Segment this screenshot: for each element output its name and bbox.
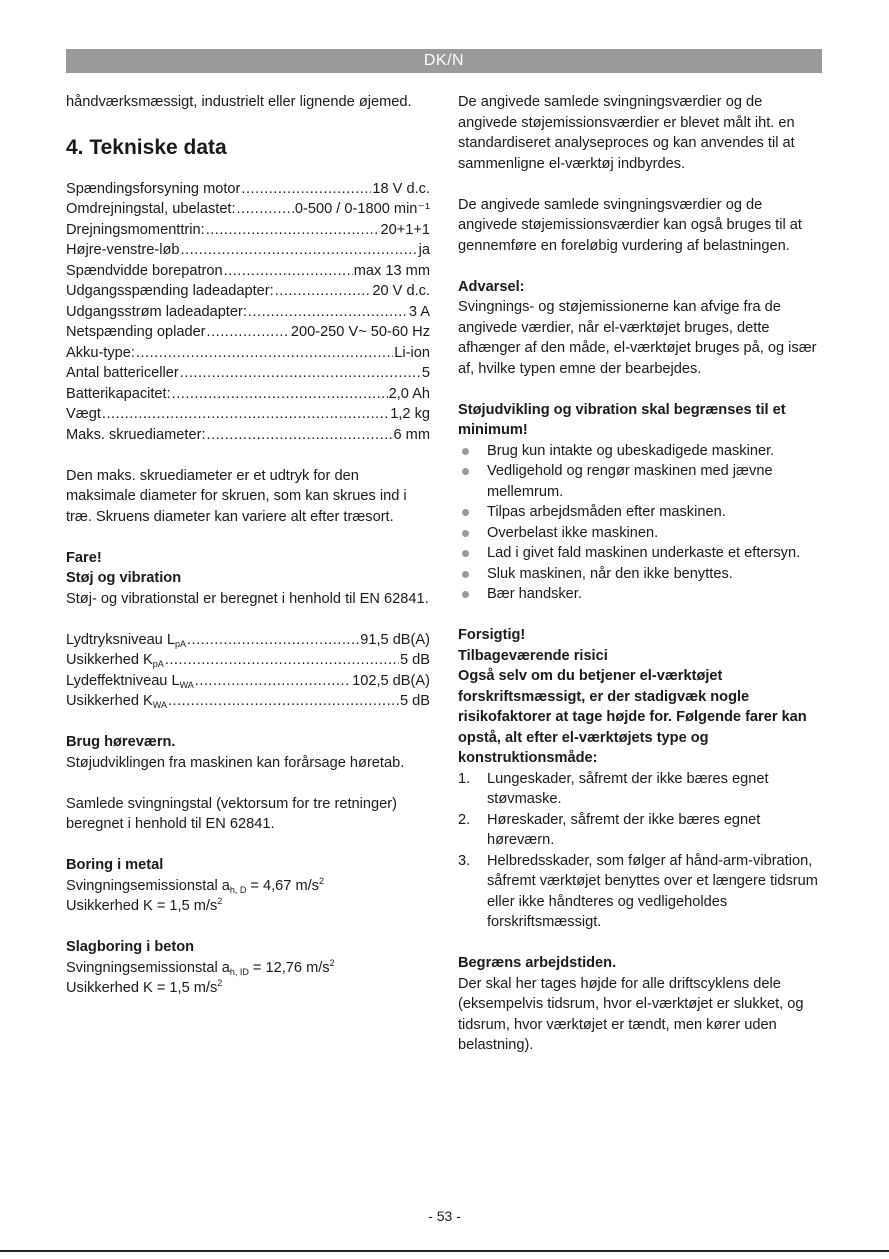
warning-text: Svingnings- og støjemissionerne kan afvige fra de angivede værdier, når el-værktøjet bruges, dette afhænger af den måde, el-værktøjet bruges på, og især af, hvilke typen emne der bearbejdes. bbox=[458, 299, 817, 377]
residual-risks-heading: Tilbageværende risici bbox=[458, 647, 608, 664]
spec-row: Udgangsspænding ladeadapter: ..... 20 V d.c. bbox=[66, 281, 430, 302]
max-screw-text: Den maks. skruediameter er et udtryk for den maksimale diameter for skruen, som kan skrues ind i træ. Skruens diameter kan variere alt efter træsort. bbox=[66, 467, 407, 525]
metal-uncertainty-line: Usikkerhed K = 1,5 $m/s^2$ bbox=[66, 896, 223, 914]
warning-label: Advarsel: bbox=[458, 278, 525, 295]
list-item: 3. Helbredsskader, som følger af hånd-arm-vibration, såfremt værktøjet benyttes over et længere tidsrum eller ikke håndteres og vedligeholdes forskriftsmæssigt. bbox=[458, 852, 818, 930]
noise-spec-row: Usikkerhed $K_{WA}$ ..... 5 dB bbox=[66, 691, 430, 712]
ear-protection-text: Støjudviklingen fra maskinen kan forårsage høretab. bbox=[66, 754, 405, 771]
assessment-paragraph: De angivede samlede svingningsværdier og de angivede støjemissionsværdier kan også bruges til at gennemføre en foreløbig vurdering af belastningen. bbox=[458, 196, 802, 254]
spec-row: Drejningsmomenttrin: ..... 20+1+1 bbox=[66, 220, 430, 241]
noise-spec-row: Lydtryksniveau $L_{pA}$ ..... 91,5 dB(A) bbox=[66, 630, 430, 651]
spec-row: Udgangsstrøm ladeadapter: ..... 3 A bbox=[66, 302, 430, 323]
list-item: 2. Høreskader, såfremt der ikke bæres egnet høreværn. bbox=[458, 811, 761, 848]
ear-protection-heading: Brug høreværn. bbox=[66, 734, 176, 750]
concrete-drilling-heading: Slagboring i beton bbox=[66, 939, 195, 955]
language-header-bar bbox=[66, 49, 822, 73]
minimize-heading: Støjudvikling og vibration skal begrænses til et minimum! bbox=[458, 401, 786, 438]
page-number: - 53 - bbox=[428, 1208, 461, 1224]
limit-work-heading: Begræns arbejdstiden. bbox=[458, 955, 617, 971]
noise-heading: Støj og vibration bbox=[66, 570, 182, 586]
noise-spec-row: Usikkerhed $K_{pA}$ ..... 5 dB bbox=[66, 650, 430, 671]
caution-label: Forsigtig! bbox=[458, 627, 526, 643]
list-item: Lad i givet fald maskinen underkaste et eftersyn. bbox=[458, 543, 823, 564]
spec-row: Spændingsforsyning motor ..... 18 V d.c. bbox=[66, 179, 430, 200]
right-column bbox=[458, 92, 823, 1056]
language-code: DK/N bbox=[423, 52, 465, 69]
measurement-paragraph: De angivede samlede svingningsværdier og de angivede støjemissionsværdier er blevet målt iht. en standardiseret analyseproces og kan anvendes til at sammenligne el-værktøj indbyrdes. bbox=[458, 94, 795, 172]
metal-emission-line: Svingningsemissionstal $a_{h, D} = 4,67$ $m/s^2$ bbox=[66, 875, 324, 895]
residual-risks-text: Også selv om du betjener el-værktøjet forskriftsmæssigt, er der stadigvæk nogle risikofaktorer at tage højde for. Følgende farer kan opstå, alt efter el-værktøjets type og konstruktionsmåde: bbox=[458, 668, 807, 766]
list-item: Bær handsker. bbox=[458, 584, 823, 605]
vibration-total-text: Samlede svingningstal (vektorsum for tre retninger) beregnet i henhold til EN 62841. bbox=[66, 795, 397, 832]
spec-row: Batterikapacitet: ..... 2,0 Ah bbox=[66, 384, 430, 405]
minimize-list bbox=[458, 441, 823, 605]
left-column bbox=[66, 92, 430, 999]
metal-drilling-heading: Boring i metal bbox=[66, 857, 164, 873]
spec-row: Maks. skruediameter: ..... 6 mm bbox=[66, 425, 430, 446]
specs-list bbox=[66, 179, 430, 446]
spec-row: Vægt ..... 1,2 kg bbox=[66, 404, 430, 425]
section-title: 4. Tekniske data bbox=[66, 135, 227, 159]
concrete-emission-line: Svingningsemissionstal $a_{h, ID} = 12,76$ $m/s^2$ bbox=[66, 957, 335, 977]
spec-row: Spændvidde borepatron ..... max 13 mm bbox=[66, 261, 430, 282]
intro-text: håndværksmæssigt, industrielt eller lignende øjemed. bbox=[66, 94, 412, 110]
noise-text: Støj- og vibrationstal er beregnet i henhold til EN 62841. bbox=[66, 590, 429, 607]
spec-row: Antal battericeller ..... 5 bbox=[66, 363, 430, 384]
bottom-rule bbox=[0, 1250, 889, 1252]
list-item: Tilpas arbejdsmåden efter maskinen. bbox=[458, 502, 823, 523]
list-item: Vedligehold og rengør maskinen med jævne mellemrum. bbox=[458, 461, 823, 502]
noise-spec-row: Lydeffektniveau $L_{WA}$ ..... 102,5 dB(A) bbox=[66, 671, 430, 692]
spec-row: Netspænding oplader ..... 200-250 V~ 50-60 Hz bbox=[66, 322, 430, 343]
spec-row: Omdrejningstal, ubelastet: ..... 0-500 / 0-1800 min⁻¹ bbox=[66, 199, 430, 220]
risk-list bbox=[458, 769, 823, 933]
list-item: 1. Lungeskader, såfremt der ikke bæres egnet støvmaske. bbox=[458, 770, 769, 807]
list-item: Overbelast ikke maskinen. bbox=[458, 523, 823, 544]
list-item: Sluk maskinen, når den ikke benyttes. bbox=[458, 564, 823, 585]
concrete-uncertainty-line: Usikkerhed K = 1,5 $m/s^2$ bbox=[66, 978, 223, 996]
list-item: Brug kun intakte og ubeskadigede maskiner. bbox=[458, 441, 823, 462]
spec-row: Højre-venstre-løb ..... ja bbox=[66, 240, 430, 261]
noise-specs-list bbox=[66, 630, 430, 712]
spec-row: Akku-type: ..... Li-ion bbox=[66, 343, 430, 364]
danger-label: Fare! bbox=[66, 549, 102, 566]
limit-work-text: Der skal her tages højde for alle driftscyklens dele (eksempelvis tidsrum, hvor el-værktøjet er slukket, og tidsrum, hvor værktøjet er tændt, men kører uden belastning). bbox=[458, 975, 804, 1053]
